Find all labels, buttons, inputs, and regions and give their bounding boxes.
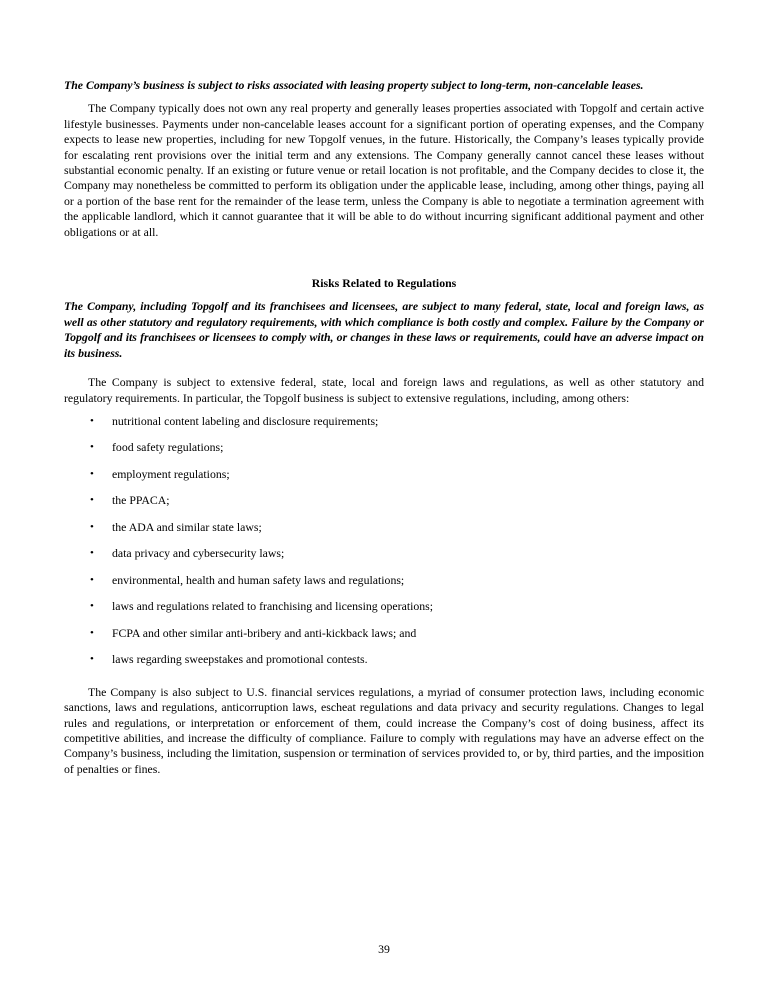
lease-risk-paragraph: The Company typically does not own any real property and generally leases properties associated with Topgolf and certain active lifestyle businesses. Payments under non-cancelable leases account for a significant portion of operating expenses, and the Company expects to lease new properties, including for new Topgolf venues, in the future. Historically, the Company’s leases typically provide for escalating rent provisions over the initial term and any extensions. The Company generally cannot cancel these leases without substantial economic penalty. If an existing or future venue or retail location is not profitable, and the Company decides to close it, the Company may nonetheless be committed to perform its obligation under the applicable lease, including, among other things, paying all or a portion of the base rent for the remainder of the lease term, unless the Company is able to negotiate a termination agreement with the applicable landlord, which it cannot guarantee that it will be able to do without incurring significant additional payment and other obligations or at all. [64,101,704,239]
regulation-bullet-list [64,414,704,668]
regulations-lead-paragraph: The Company, including Topgolf and its franchisees and licensees, are subject to many federal, state, local and foreign laws, as well as other statutory and regulatory requirements, with which compliance is both costly and complex. Failure by the Company or Topgolf and its franchisees or licensees to comply with, or changes in these laws or requirements, could have an adverse impact on its business. [64,299,704,360]
list-item [64,414,704,429]
page-number: 39 [378,942,390,956]
section-title-risks-related-to-regulations: Risks Related to Regulations [311,276,457,291]
bullet-icon: • [90,520,94,533]
bullet-icon: • [90,653,94,666]
list-item-text: laws and regulations related to franchising and licensing operations; [112,599,434,614]
list-item [64,573,704,588]
list-item [64,440,704,455]
bullet-icon: • [90,600,94,613]
list-item [64,520,704,535]
list-item [64,467,704,482]
list-item [64,493,704,508]
regulations-intro-paragraph: The Company is subject to extensive federal, state, local and foreign laws and regulations, as well as other statutory and regulatory requirements. In particular, the Topgolf business is subject to extensive regulations, including, among others: [64,375,704,405]
list-item-text: employment regulations; [112,466,230,481]
list-item [64,652,704,667]
list-item [64,546,704,561]
list-item-text: nutritional content labeling and disclosure requirements; [112,413,379,428]
bullet-icon: • [90,626,94,639]
list-item-text: the ADA and similar state laws; [112,519,262,534]
list-item [64,599,704,614]
list-item-text: food safety regulations; [112,440,224,455]
bullet-icon: • [90,414,94,427]
bullet-icon: • [90,467,94,480]
list-item-text: data privacy and cybersecurity laws; [112,546,285,561]
list-item-text: FCPA and other similar anti-bribery and anti-kickback laws; and [112,625,417,640]
bullet-icon: • [90,494,94,507]
bullet-icon: • [90,441,94,454]
list-item [64,626,704,641]
list-item-text: the PPACA; [112,493,170,508]
lease-risk-heading: The Company’s business is subject to risks associated with leasing property subject to long-term, non-cancelable leases. [64,78,644,92]
list-item-text: environmental, health and human safety laws and regulations; [112,572,405,587]
bullet-icon: • [90,573,94,586]
closing-paragraph: The Company is also subject to U.S. financial services regulations, a myriad of consumer protection laws, including economic sanctions, laws and regulations, anticorruption laws, escheat regulations and data privacy and security regulations. Changes to legal rules and regulations, or interpretation or enforcement of them, could increase the Company’s cost of doing business, affect its competitive abilities, and increase the difficulty of compliance. Failure to comply with regulations may have an adverse effect on the Company’s business, including the limitation, suspension or termination of services provided to, or by, third parties, and the imposition of penalties or fines. [64,684,704,776]
bullet-icon: • [90,547,94,560]
list-item-text: laws regarding sweepstakes and promotional contests. [112,652,368,667]
